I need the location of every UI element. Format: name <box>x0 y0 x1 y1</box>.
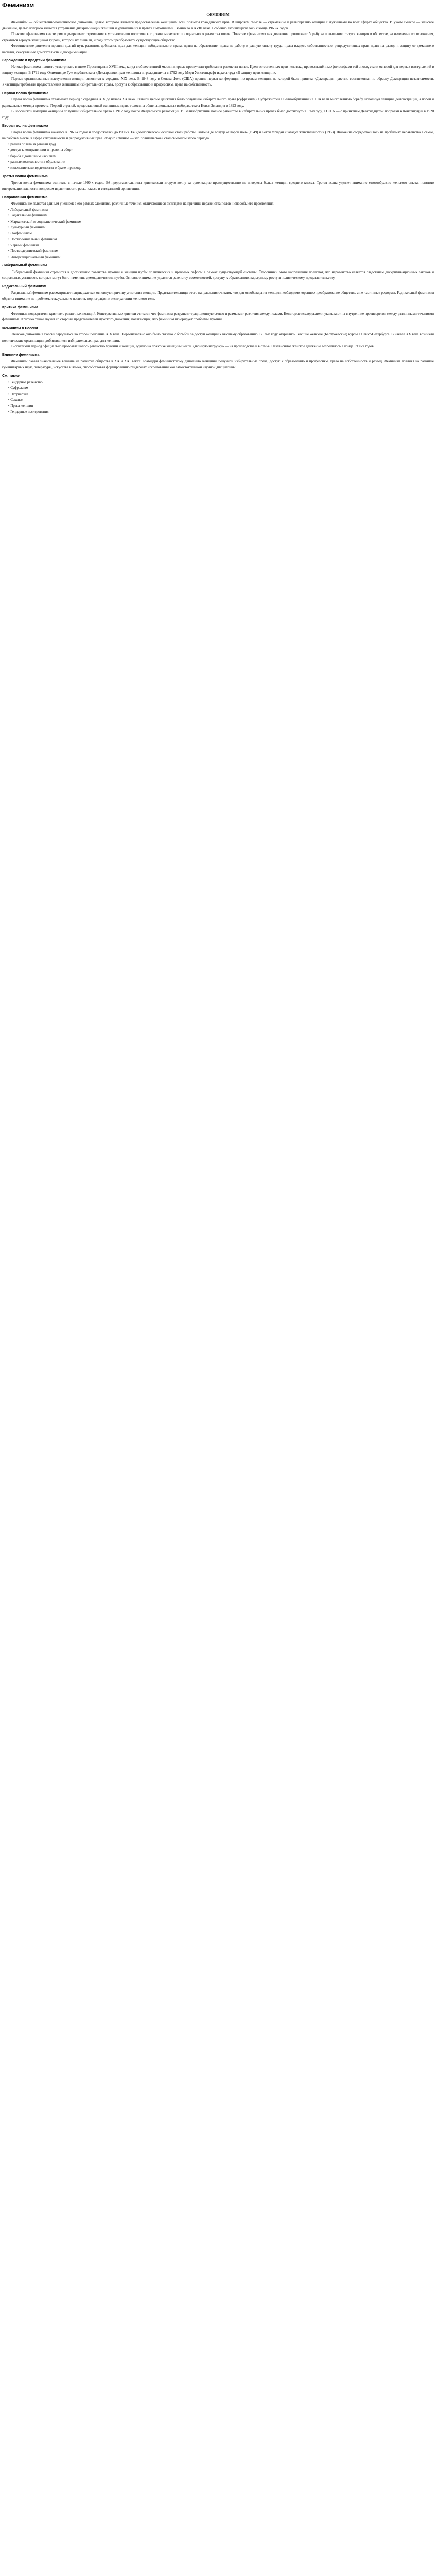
article-sections <box>2 58 434 415</box>
section-heading: Третья волна феминизма <box>2 175 48 178</box>
list-item: • Сексизм <box>8 397 434 403</box>
article-page <box>0 0 436 427</box>
list-item: • борьба с домашним насилием <box>8 154 434 160</box>
section-paragraph: Феминизм подвергается критике с различных позиций. Консервативные критики считают, что феминизм разрушает традиционную семью и размывает различия между полами. Некоторые исследователи указывают на внутренние противоречия между различными течениями феминизма. Критика также звучит со стороны представителей мужского движения, полагающих, что феминизм игнорирует проблемы мужчин. <box>2 311 434 321</box>
section-paragraph: Первые организованные выступления женщин относятся к середине XIX века. В 1848 году в Сенека-Фолс (США) прошла первая конференция по правам женщин, на которой была принята «Декларация чувств», составленная по образцу Декларации независимости. Участницы требовали предоставления женщинам избирательного права, доступа к образованию и профессиям, права на собственность. <box>2 76 434 87</box>
list-item: • Культурный феминизм <box>8 225 434 231</box>
list-item: • Либеральный феминизм <box>8 207 434 213</box>
section-heading: Критика феминизма <box>2 306 39 309</box>
section-heading: Первая волна феминизма <box>2 91 49 95</box>
section-paragraph: Радикальный феминизм рассматривает патриархат как основную причину угнетения женщин. Представительницы этого направления считают, что для освобождения женщин необходимо коренное преобразование общества, а не частичные реформы. Радикальный феминизм обратил внимание на проблемы сексуального насилия, порнографии и эксплуатации женского тела. <box>2 291 434 301</box>
section-heading: Либеральный феминизм <box>2 264 47 267</box>
list-item: • Интерсекциональный феминизм <box>8 255 434 261</box>
section-paragraph: В советский период официально провозглашалось равенство мужчин и женщин, однако на практике женщины несли «двойную нагрузку» — на производстве и в семье. Независимое женское движение возродилось в конце 1980-х годов. <box>11 344 375 348</box>
section <box>2 373 434 415</box>
section <box>2 91 434 121</box>
list-item: • Чёрный феминизм <box>8 243 434 249</box>
list-item: • равная оплата за равный труд <box>8 142 434 148</box>
list-item: • Патриархат <box>8 392 434 398</box>
section <box>2 326 434 350</box>
section <box>2 58 434 88</box>
list-item: • доступ к контрацепции и право на аборт <box>8 147 434 154</box>
list-item: • Постколониальный феминизм <box>8 236 434 243</box>
section-paragraph: Третья волна феминизма возникла в начале 1990-х годов. Её представительницы критиковали вторую волну за ориентацию преимущественно на интересы белых женщин среднего класса. Третья волна уделяет внимание многообразию женского опыта, понятию интерсекциональности, вопросам идентичности, расы, класса и сексуальной ориентации. <box>2 180 434 191</box>
section-list <box>2 380 434 415</box>
section <box>2 352 434 371</box>
section-heading: Вторая волна феминизма <box>2 124 48 128</box>
list-item: • Права женщин <box>8 403 434 410</box>
section-paragraph: Женское движение в России зародилось во второй половине XIX века. Первоначально оно было связано с борьбой за доступ женщин к высшему образованию. В 1878 году открылись Высшие женские (Бестужевские) курсы в Санкт-Петербурге. В начале XX века возникли политические организации, добивавшиеся избирательных прав для женщин. <box>2 332 434 343</box>
section-heading: Направления феминизма <box>2 195 48 199</box>
section-paragraph: Феминизм не является единым учением; в его рамках сложились различные течения, отличающиеся взглядами на причины неравенства полов и способы его преодоления. <box>11 201 275 206</box>
section-paragraph: Феминизм оказал значительное влияние на развитие общества в XX и XXI веках. Благодаря феминистскому движению женщины получили избирательные права, доступ к образованию и профессиям, право на собственность и развод. Феминизм повлиял на развитие гуманитарных наук, литературы, искусства и языка, способствовал формированию гендерных исследований как самостоятельной научной дисциплины. <box>2 359 434 369</box>
list-item: • Экофеминизм <box>8 231 434 237</box>
intro-paragraph: Фемини́зм — общественно-политическое движение, целью которого является предоставление женщинам всей полноты гражданских прав. В широком смысле — стремление к равноправию женщин с мужчинами во всех сферах общества. В узком смысле — женское движение, целью которого является устранение дискриминации женщин и уравнение их в правах с мужчинами. Возникло в XVIII веке. Особенно активизировалось с конца 1960-х годов. <box>2 20 434 30</box>
section <box>2 304 434 323</box>
section <box>2 174 434 192</box>
section-paragraph: Вторая волна феминизма началась в 1960-х годах и продолжалась до 1980-х. Её идеологической основой стали работы Симоны де Бовуар «Второй пол» (1949) и Бетти Фридан «Загадка женственности» (1963). Движение сосредоточилось на проблемах неравенства в семье, на рабочем месте, в сфере сексуальности и репродуктивных прав. Лозунг «Личное — это политическое» стал символом этого периода. <box>2 130 434 140</box>
section-paragraph: Истоки феминизма принято усматривать в эпохе Просвещения XVIII века, когда в общественной мысли впервые прозвучали требования равенства полов. Идеи естественных прав человека, провозглашённые философами той эпохи, стали основой для первых выступлений в защиту женщин. В 1791 году Олимпия де Гуж опубликовала «Декларацию прав женщины и гражданки», а в 1792 году Мэри Уолстонкрафт издала труд «В защиту прав женщин». <box>2 64 434 75</box>
section-paragraph: Либеральный феминизм стремится к достижению равенства мужчин и женщин путём политических и правовых реформ в рамках существующей системы. Сторонники этого направления полагают, что неравенство является следствием дискриминационных законов и социальных установок, которые могут быть изменены демократическим путём. Основное внимание уделяется равенству возможностей, доступу к образованию, карьерному росту и политическому представительству. <box>2 269 434 280</box>
list-item: • Постмодернистский феминизм <box>8 248 434 255</box>
intro-paragraph: Феминистские движения прошли долгий путь развития, добиваясь прав для женщин: избирательного права, права на образование, права на работу и равную оплату труда, права владеть собственностью, репродуктивных прав, права на развод и защиту от домашнего насилия, сексуальных домогательств и дискриминации. <box>2 44 434 54</box>
list-item: • Гендерные исследования <box>8 409 434 415</box>
list-item: • Марксистский и социалистический феминизм <box>8 219 434 225</box>
section-list <box>2 142 434 172</box>
list-item: • Радикальный феминизм <box>8 213 434 219</box>
section-paragraph: Первая волна феминизма охватывает период с середины XIX до начала XX века. Главной целью движения было получение избирательного права (суфражизм). Суфражистки в Великобритании и США вели многолетнюю борьбу, используя петиции, демонстрации, а порой и радикальные методы протеста. Первой страной, предоставившей женщинам право голоса на общенациональных выборах, стала Новая Зеландия в 1893 году. <box>2 97 434 108</box>
section-heading: Радикальный феминизм <box>2 284 47 289</box>
list-item: • Гендерное равенство <box>8 380 434 386</box>
section-heading: Влияние феминизма <box>2 353 40 357</box>
section <box>2 123 434 171</box>
section-list <box>2 207 434 261</box>
section-heading: См. также <box>2 374 20 378</box>
section <box>2 195 434 261</box>
list-item: • изменение законодательства о браке и разводе <box>8 165 434 172</box>
section <box>2 284 434 302</box>
section <box>2 263 434 281</box>
section-paragraph: В Российской империи женщины получили избирательное право в 1917 году после Февральской революции. В Великобритании полное равенство в избирательных правах было достигнуто в 1928 году, в США — с принятием Девятнадцатой поправки к Конституции в 1920 году. <box>2 109 434 120</box>
intro <box>2 20 434 55</box>
page-title: Феминизм <box>2 0 434 10</box>
list-item: • Суфражизм <box>8 385 434 392</box>
intro-paragraph: Понятие «феминизм» как теория подчеркивает стремление к установлению политического, экономического и социального равенства полов. Понятие «феминизм» как движение продолжает борьбу за повышение статуса женщин в обществе, за изменение их положения, стремится вернуть женщинам ту роль, которой их лишили, и ради этого преобразовать существующее общество. <box>2 32 434 42</box>
list-item: • равные возможности в образовании <box>8 159 434 165</box>
article-heading: ФЕМИНИЗМ <box>206 12 230 17</box>
section-heading: Феминизм в России <box>2 326 38 330</box>
section-heading: Зарождение и предтечи феминизма <box>2 59 67 62</box>
